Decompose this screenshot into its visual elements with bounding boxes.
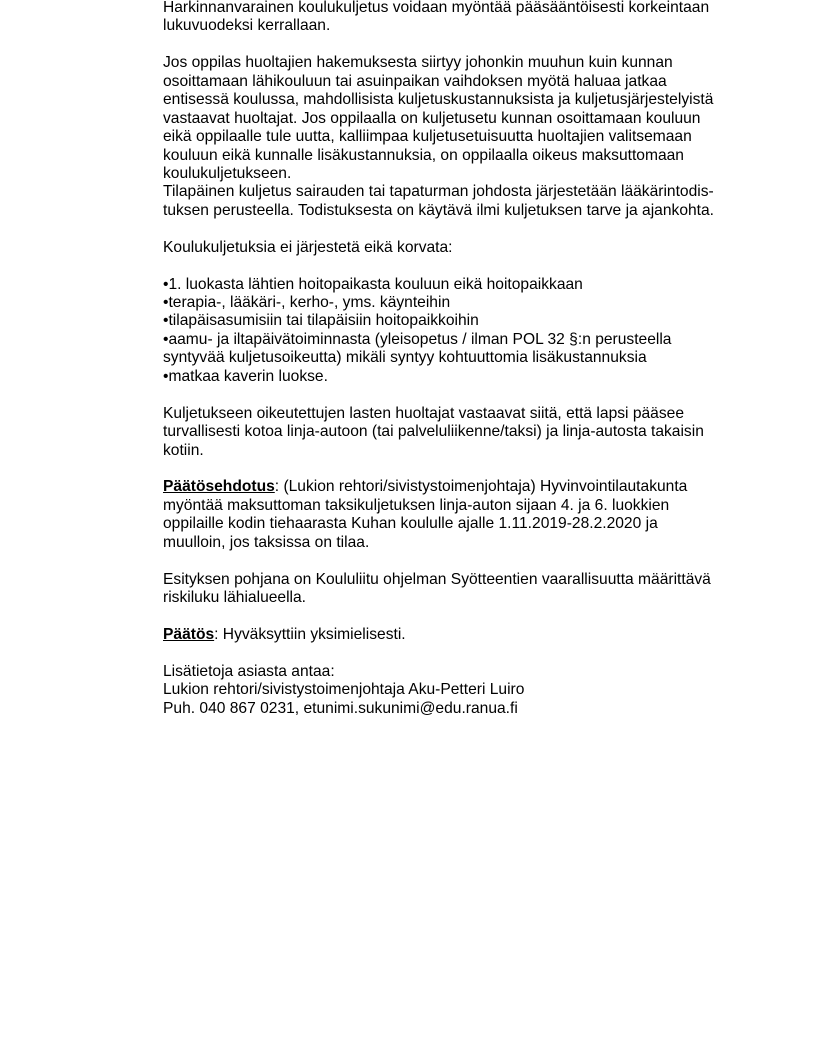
decision [163,626,763,644]
exclusions-list [163,276,763,387]
list-item: •matkaa kaverin luokse. [163,367,328,385]
text-line: Tilapäinen kuljetus sairauden tai tapaturman johdosta järjestetään lääkärintodis- [163,183,714,201]
text-line: riskiluku lähialueella. [163,589,307,606]
text-line: eikä oppilaalle tule uutta, kalliimpaa kuljetusetuisuutta huoltajien valitsemaan [163,128,692,146]
paragraph-guardian-responsibility [163,405,763,460]
text-line: : (Lukion rehtori/sivistystoimenjohtaja) Hyvinvointilautakunta [274,478,688,496]
list-item: •1. luokasta lähtien hoitopaikasta kouluun eikä hoitopaikkaan [163,275,583,293]
text-line: Esityksen pohjana on Koululiitu ohjelman Syötteentien vaarallisuutta määrittävä [163,570,711,588]
proposal-label: Päätösehdotus [163,478,275,496]
text-line: Lukion rehtori/sivistystoimenjohtaja Aku-Petteri Luiro [163,681,525,699]
text-line: Puh. 040 867 0231, etunimi.sukunimi@edu.ranua.fi [163,699,518,717]
text-line: myöntää maksuttoman taksikuljetuksen linja-auton sijaan 4. ja 6. luokkien [163,496,670,514]
text-line: lukuvuodeksi kerrallaan. [163,17,331,35]
text-line: Lisätietoja asiasta antaa: [163,662,335,680]
list-item: •terapia-, lääkäri-, kerho-, yms. käynteihin [163,294,451,311]
list-item: syntyvää kuljetusoikeutta) mikäli syntyy kohtuuttomia lisäkustannuksia [163,349,647,367]
paragraph-basis [163,571,763,608]
text-line: turvallisesti kotoa linja-autoon (tai palveluliikenne/taksi) ja linja-autosta takaisin [163,423,704,441]
text-line: kouluun eikä kunnalle lisäkustannuksia, on oppilaalla oikeus maksuttomaan [163,146,684,164]
text-line: Kuljetukseen oikeutettujen lasten huoltajat vastaavat siitä, että lapsi pääsee [163,404,684,422]
paragraph-discretionary-transport [163,0,763,36]
text-line: tuksen perusteella. Todistuksesta on käytävä ilmi kuljetuksen tarve ja ajankohta. [163,201,714,219]
text-line: osoittamaan lähikouluun tai asuinpaikan vaihdoksen myötä haluaa jatkaa [163,72,667,90]
text-line: muulloin, jos taksissa on tilaa. [163,533,370,551]
text-line: entisessä koulussa, mahdollisista kuljetuskustannuksista ja kuljetusjärjestelyistä [163,91,714,109]
paragraph-school-choice [163,54,763,220]
decision-proposal [163,478,763,552]
list-item: •aamu- ja iltapäivätoiminnasta (yleisopetus / ilman POL 32 §:n perusteella [163,330,672,348]
text-line: vastaavat huoltajat. Jos oppilaalla on kuljetusetu kunnan osoittamaan kouluun [163,109,701,127]
list-item: •tilapäisasumisiin tai tilapäisiin hoitopaikkoihin [163,312,479,330]
text-line: koulukuljetukseen. [163,164,292,182]
decision-text: : Hyväksyttiin yksimielisesti. [214,625,406,643]
exclusions-heading: Koulukuljetuksia ei järjestetä eikä korvata: [163,238,453,256]
decision-label: Päätös [163,625,215,643]
text-line: kotiin. [163,441,204,459]
contact-info [163,663,763,718]
document-page [163,0,763,718]
text-line: Harkinnanvarainen koulukuljetus voidaan myöntää pääsääntöisesti korkeintaan [163,0,710,16]
text-line: Jos oppilas huoltajien hakemuksesta siirtyy johonkin muuhun kuin kunnan [163,54,673,72]
text-line: oppilaille kodin tiehaarasta Kuhan koululle ajalle 1.11.2019-28.2.2020 ja [163,515,658,533]
